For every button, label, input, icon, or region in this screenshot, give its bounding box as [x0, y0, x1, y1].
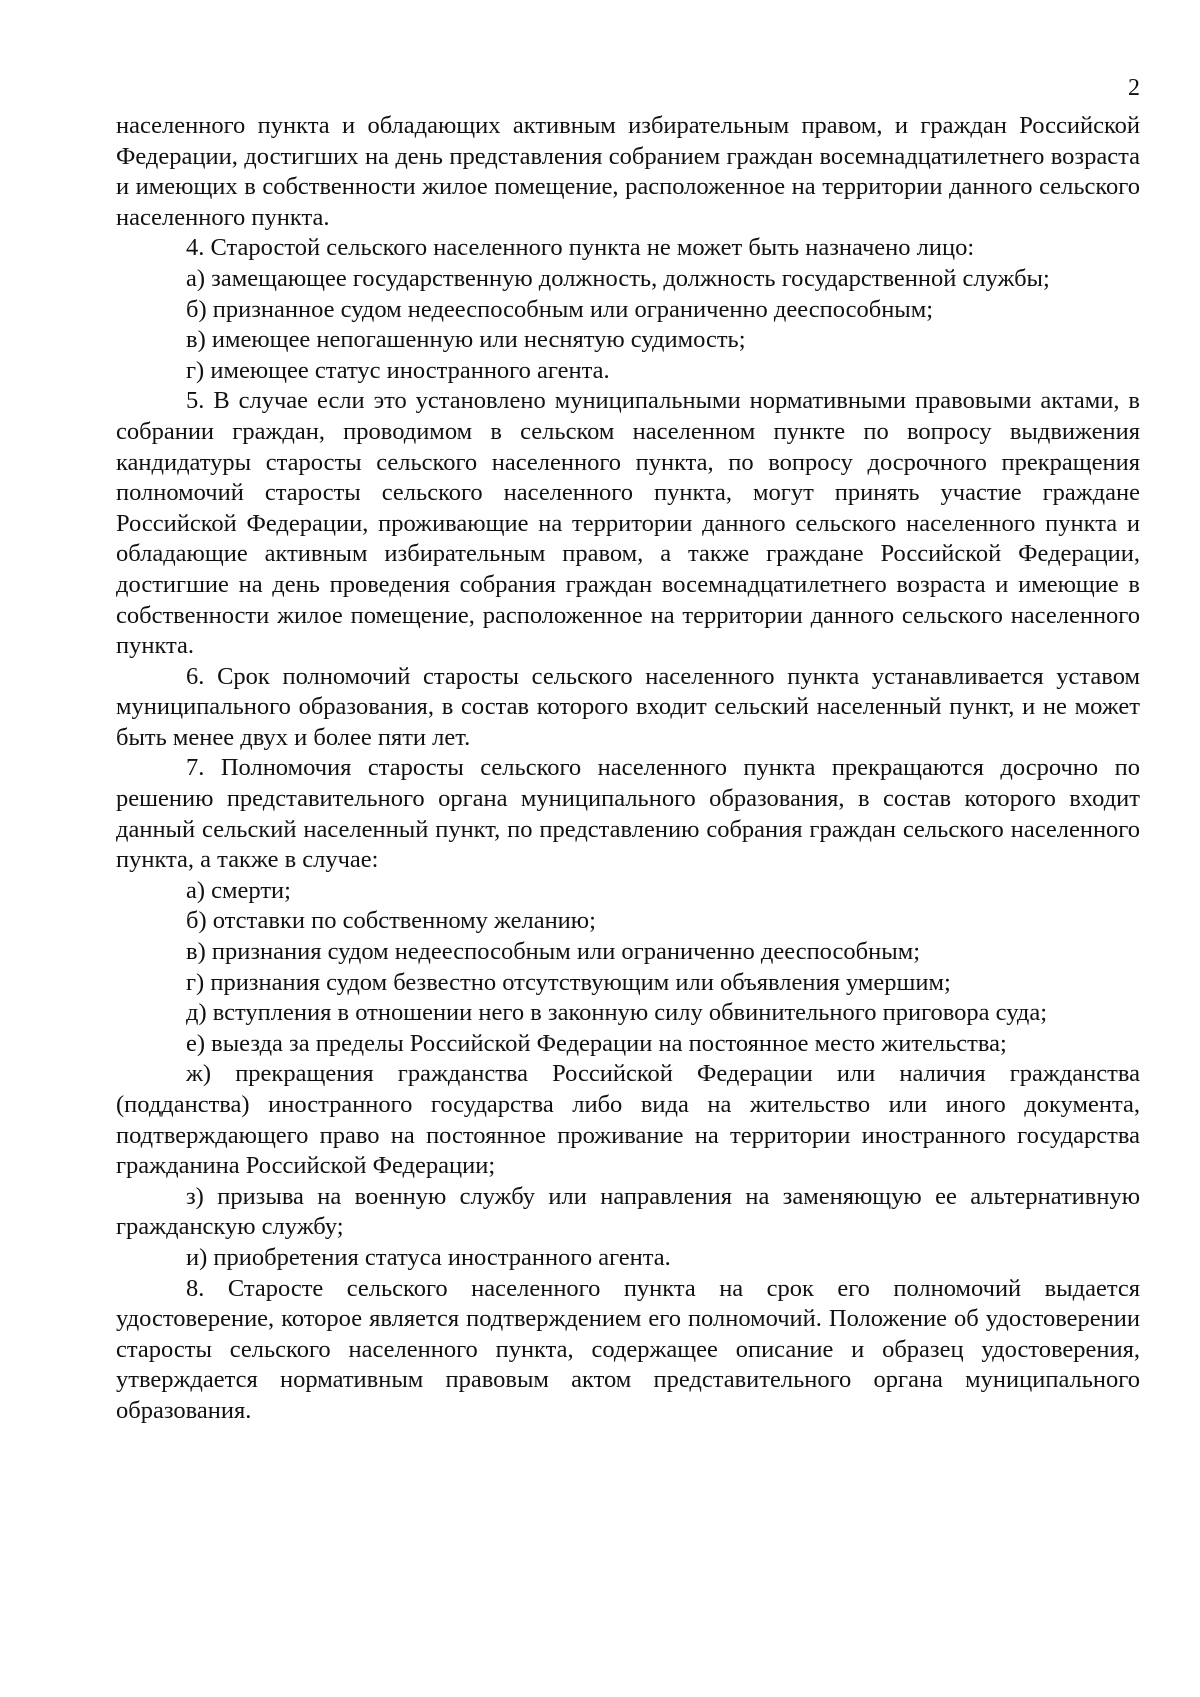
subitem-7b: б) отставки по собственному желанию;	[186, 907, 596, 935]
page-number: 2	[1128, 75, 1140, 101]
subitem-4g: г) имеющее статус иностранного агента.	[186, 356, 610, 384]
subitem-4v: в) имеющее непогашенную или неснятую судимость;	[186, 326, 746, 354]
document-body	[116, 111, 1140, 1427]
subitem-7zh: ж) прекращения гражданства Российской Федерации или наличия гражданства (подданства) иностранного государства либо вида на жительство или иного документа, подтверждающего право на постоянное проживание на территории иностранного государства гражданина Российской Федерации;	[116, 1060, 1140, 1180]
subitem-7e: е) выезда за пределы Российской Федерации на постоянное место жительства;	[186, 1029, 1007, 1057]
paragraph-item-8: 8. Старосте сельского населенного пункта на срок его полномочий выдается удостоверение, которое является подтверждением его полномочий. Положение об удостоверении старосты сельского населенного пункта, содержащее описание и образец удостоверения, утверждается нормативным правовым актом представительного органа муниципального образования.	[116, 1274, 1140, 1424]
subitem-7z: з) призыва на военную службу или направления на заменяющую ее альтернативную гражданскую службу;	[116, 1182, 1140, 1241]
subitem-7a: а) смерти;	[186, 876, 291, 904]
subitem-7v: в) признания судом недееспособным или ограниченно дееспособным;	[186, 938, 921, 966]
paragraph-continuation: населенного пункта и обладающих активным избирательным правом, и граждан Российской Федерации, достигших на день представления собранием граждан восемнадцатилетнего возраста и имеющих в собственности жилое помещение, расположенное на территории данного сельского населенного пункта.	[116, 112, 1140, 231]
subitem-7d: д) вступления в отношении него в законную силу обвинительного приговора суда;	[186, 999, 1048, 1027]
subitem-4b: б) признанное судом недееспособным или ограниченно дееспособным;	[186, 295, 934, 323]
subitem-7g: г) признания судом безвестно отсутствующим или объявления умершим;	[186, 968, 951, 996]
paragraph-item-7: 7. Полномочия старосты сельского населенного пункта прекращаются досрочно по решению представительного органа муниципального образования, в состав которого входит данный сельский населенный пункт, по представлению собрания граждан сельского населенного пункта, а также в случае:	[116, 754, 1140, 874]
paragraph-item-6: 6. Срок полномочий старосты сельского населенного пункта устанавливается уставом муниципального образования, в состав которого входит сельский населенный пункт, и не может быть менее двух и более пяти лет.	[116, 662, 1140, 751]
subitem-7i: и) приобретения статуса иностранного агента.	[186, 1243, 671, 1271]
paragraph-item-5: 5. В случае если это установлено муниципальными нормативными правовыми актами, в собрании граждан, проводимом в сельском населенном пункте по вопросу выдвижения кандидатуры старосты сельского населенного пункта, по вопросу досрочного прекращения полномочий старосты сельского населенного пункта, могут принять участие граждане Российской Федерации, проживающие на территории данного сельского населенного пункта и обладающие активным избирательным правом, а также граждане Российской Федерации, достигшие на день проведения собрания граждан восемнадцатилетнего возраста и имеющие в собственности жилое помещение, расположенное на территории данного сельского населенного пункта.	[116, 387, 1140, 660]
paragraph-item-4: 4. Старостой сельского населенного пункта не может быть назначено лицо:	[186, 234, 975, 262]
subitem-4a: а) замещающее государственную должность, должность государственной службы;	[186, 264, 1050, 292]
